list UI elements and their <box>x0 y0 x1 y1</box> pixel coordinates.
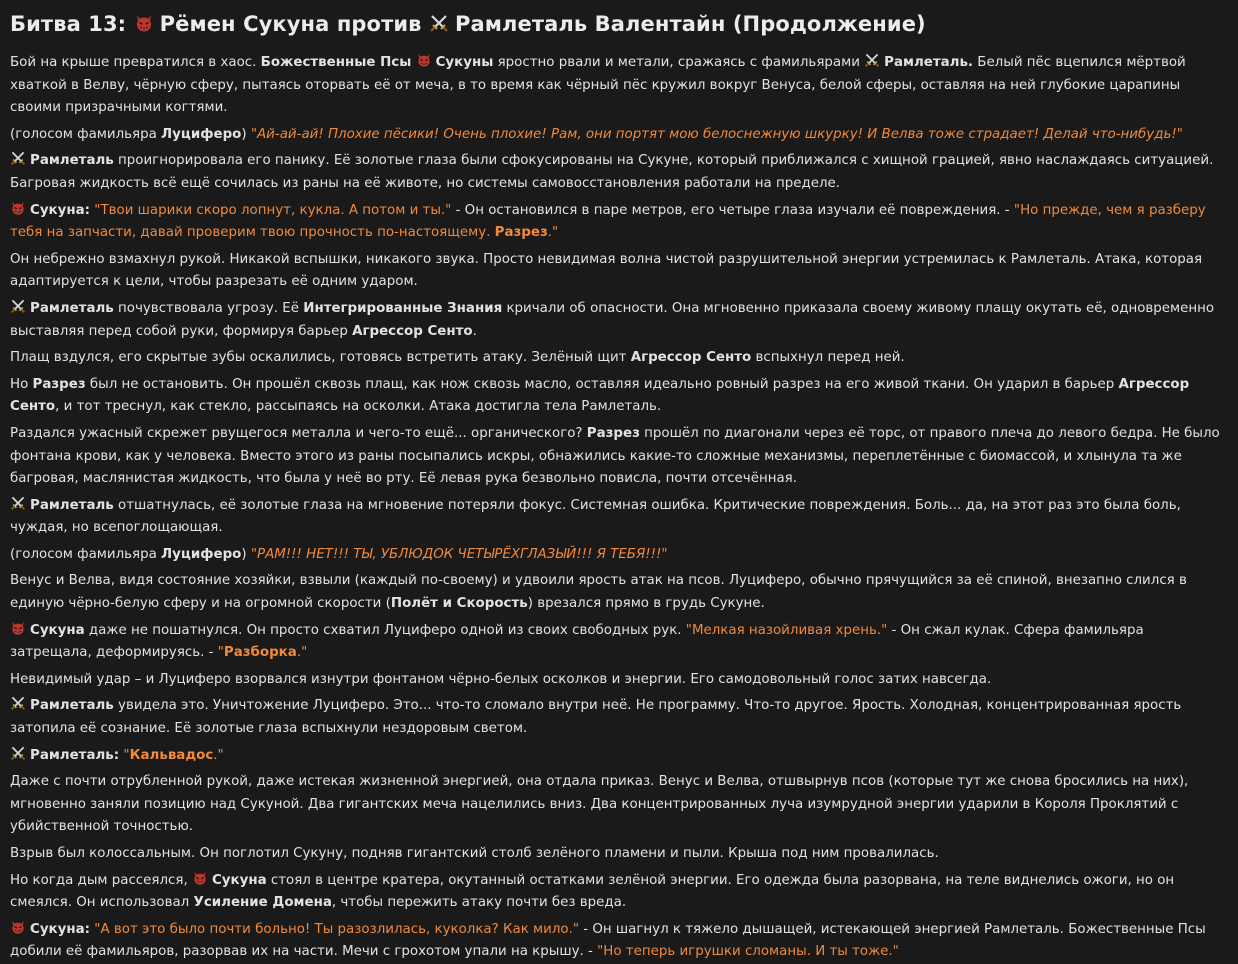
text-run: увидела это. Уничтожение Луциферо. Это... что-то сломало внутри неё. Не программу. Что-то другое. Ярость. Холодная, концентрированная ярость затопила её сознание. Её золотые глаза вспыхнули нездоровым светом. <box>10 698 1182 737</box>
demon-face-icon <box>10 200 26 216</box>
bold-term: Сукуны <box>435 55 494 70</box>
text-run: - Он сжал кулак. Сфера фамильяра затрещала, деформируясь. - <box>10 622 1144 661</box>
bold-term: Сукуна: <box>30 921 91 937</box>
bold-term: Агрессор Сенто <box>352 323 473 339</box>
text-run: (голосом фамильяра <box>10 546 162 562</box>
crossed-swords-icon <box>10 495 26 511</box>
story-paragraph <box>10 570 1228 615</box>
title-versus: против <box>329 12 429 36</box>
bold-term: Разрез <box>32 376 86 392</box>
title-name-ramlethal: Рамлеталь Валентайн (Продолжение) <box>454 12 926 36</box>
text-run: , и тот треснул, как стекло, рассыпаясь на осколки. Атака достигла тела Рамлеталь. <box>55 399 662 415</box>
story-paragraph <box>10 669 1228 692</box>
story-paragraph <box>10 52 1228 120</box>
bold-term: Интегрированные Знания <box>303 300 503 316</box>
demon-face-icon <box>134 13 154 33</box>
text-run: Невидимый удар – и Луциферо взорвался изнутри фонтаном чёрно-белых осколков и энергии. Его самодовольный голос затих навсегда. <box>10 671 992 687</box>
crossed-swords-icon <box>10 745 26 761</box>
story-paragraph <box>10 423 1228 491</box>
title-prefix: Битва 13: <box>10 12 134 36</box>
text-run: был не остановить. Он прошёл сквозь плащ, как нож сквозь масло, оставляя идеально ровный разрез на его живой ткани. Он ударил в барьер <box>85 376 1119 392</box>
story-paragraph <box>10 919 1228 964</box>
bold-term: Рамлеталь <box>30 153 114 169</box>
story-paragraph <box>10 495 1228 540</box>
text-run: Даже с почти отрубленной рукой, даже истекая жизненной энергией, она отдала приказ. Венус и Велва, отшвырнув псов (которые тут же снова бросились на них), мгновенно заняли позицию над Сукуной. Два гигантских меча нацелились вниз. Два концентрированных луча изумрудной энергии ударили в Короля Проклятий с убийственной точностью. <box>10 774 1189 835</box>
crossed-swords-icon <box>10 150 26 166</box>
text-run: Раздался ужасный скрежет рвущегося металла и чего-то ещё... органического? <box>10 425 587 441</box>
story-paragraph <box>10 124 1228 147</box>
bold-term: Луциферо <box>161 546 242 562</box>
text-run: ) врезался прямо в грудь Сукуне. <box>527 596 765 612</box>
text-run: отшатнулась, её золотые глаза на мгновение потеряли фокус. Системная ошибка. Критические повреждения. Боль... да, на этот раз это была боль, чуждая, но всепоглощающая. <box>10 497 1181 536</box>
bold-term: Сукуна <box>211 872 267 888</box>
text-run: кричали об опасности. Она мгновенно приказала своему живому плащу окутать её, одновременно выставляя перед собой руки, формируя барьер <box>10 300 1215 339</box>
bold-term: Сукуна <box>30 622 85 638</box>
familiar-dialogue: "РАМ!!! НЕТ!!! ТЫ, УБЛЮДОК ЧЕТЫРЁХГЛАЗЫЙ!!! Я ТЕБЯ!!!" <box>250 546 668 562</box>
text-run: Но когда дым рассеялся, <box>10 872 192 888</box>
bold-term: Рамлеталь: <box>30 747 120 763</box>
story-paragraph <box>10 374 1228 419</box>
text-run: вспыхнул перед ней. <box>751 350 905 366</box>
story-paragraph <box>10 200 1228 245</box>
dialogue-quote: " <box>123 747 130 763</box>
dialogue-quote: "Но теперь игрушки сломаны. И ты тоже." <box>597 944 899 960</box>
text-run: проигнорировала его панику. Её золотые глаза были сфокусированы на Сукуне, который приближался с хищной грацией, явно наслаждаясь ситуацией. Багровая жидкость всё ещё сочилась из раны на её животе, но системы самовосстановления работали на пределе. <box>10 153 1214 191</box>
title-name-sukuna: Рёмен Сукуна <box>159 12 330 36</box>
text-run: ) <box>241 126 251 142</box>
dialogue-quote: Разборка <box>223 645 297 661</box>
bold-term: Полёт и Скорость <box>390 596 528 612</box>
dialogue-quote: Кальвадос <box>129 747 214 763</box>
text-run: ) <box>241 546 251 562</box>
bold-term: Рамлеталь <box>30 698 114 714</box>
text-run: Плащ вздулся, его скрытые зубы оскалились, готовясь встретить атаку. Зелёный щит <box>10 350 631 366</box>
text-run: - Он шагнул к тяжело дышащей, истекающей энергией Рамлеталь. Божественные Псы добили её фамильяров, разорвав их на части. Мечи с грохотом упали на крышу. - <box>10 921 1206 960</box>
demon-face-icon <box>10 620 26 636</box>
demon-face-icon <box>192 870 208 886</box>
familiar-dialogue: "Ай-ай-ай! Плохие пёсики! Очень плохие! Рам, они портят мою белоснежную шкурку! И Велва тоже страдает! Делай что-нибудь!" <box>250 126 1183 142</box>
story-paragraph <box>10 870 1228 915</box>
dialogue-quote: " <box>217 645 224 661</box>
bold-term: Божественные Псы <box>260 55 412 70</box>
dialogue-quote: "А вот это было почти больно! Ты разозлилась, куколка? Как мило." <box>94 921 580 937</box>
bold-term: Разрез <box>586 425 640 441</box>
story-paragraph <box>10 771 1228 839</box>
story-body <box>10 52 1228 964</box>
dialogue-quote: "Но прежде, чем я разберу тебя на запчасти, давай проверим твою прочность по-настоящему. <box>10 202 1206 241</box>
dialogue-quote: ." <box>296 645 308 661</box>
bold-term: Сукуна: <box>30 202 91 218</box>
text-run: Бой на крыше превратился в хаос. <box>10 55 261 70</box>
page-title <box>10 12 1228 36</box>
crossed-swords-icon <box>429 13 449 33</box>
dialogue-quote: "Мелкая назойливая хрень." <box>685 622 888 638</box>
text-run: почувствовала угрозу. Её <box>113 300 304 316</box>
dialogue-quote: ." <box>213 747 224 763</box>
text-run: даже не пошатнулся. Он просто схватил Луциферо одной из своих свободных рук. <box>84 622 686 638</box>
text-run: яростно рвали и метали, сражаясь с фамильярами <box>493 55 865 70</box>
story-paragraph <box>10 620 1228 665</box>
text-run: , чтобы пережить атаку почти без вреда. <box>331 895 627 911</box>
text-run: Он небрежно взмахнул рукой. Никакой вспышки, никакого звука. Просто невидимая волна чистой разрушительной энергии устремилась к Рамлеталь. Атака, которая адаптируется к цели, чтобы разрезать её одним ударом. <box>10 251 1203 290</box>
story-paragraph <box>10 298 1228 343</box>
bold-term: Агрессор Сенто <box>630 350 752 366</box>
dialogue-quote: ." <box>547 225 559 241</box>
bold-term: Усиление Домена <box>193 895 332 911</box>
text-run: прошёл по диагонали через её торс, от правого плеча до левого бедра. Не было фонтана крови, как у человека. Вместо этого из раны посыпались искры, обнажились какие-то сложные механизмы, переплетённые с биомассой, и хлынула та же багровая, маслянистая жидкость, что была у неё во рту. Её левая рука безвольно повисла, почти отсечённая. <box>10 425 1220 487</box>
text-run: Белый пёс вцепился мёртвой хваткой в Велву, чёрную сферу, пытаясь оторвать её от меча, в то время как чёрный пёс кружил вокруг Венуса, белой сферы, оставляя на ней глубокие царапины своими призрачными когтями. <box>10 55 1186 116</box>
story-paragraph <box>10 347 1228 370</box>
text-run: - Он остановился в паре метров, его четыре глаза изучали её повреждения. - <box>451 202 1014 218</box>
demon-face-icon <box>10 919 26 935</box>
story-paragraph <box>10 745 1228 768</box>
bold-term: Рамлеталь. <box>884 55 973 70</box>
bold-term: Агрессор Сенто <box>10 376 1190 415</box>
demon-face-icon <box>416 52 432 68</box>
story-paragraph <box>10 249 1228 294</box>
bold-term: Рамлеталь <box>30 300 114 316</box>
text-run: Венус и Велва, видя состояние хозяйки, взвыли (каждый по-своему) и удвоили ярость атак на псов. Луциферо, обычно прячущийся за её спиной, внезапно слился в единую чёрно-белую сферу и на огромной скорости ( <box>10 573 1187 612</box>
dialogue-quote: "Твои шарики скоро лопнут, кукла. А потом и ты." <box>94 202 452 218</box>
crossed-swords-icon <box>10 695 26 711</box>
bold-term: Луциферо <box>161 126 242 142</box>
story-paragraph <box>10 695 1228 740</box>
text-run: Но <box>10 376 33 392</box>
story-paragraph <box>10 150 1228 195</box>
text-run: Взрыв был колоссальным. Он поглотил Сукуну, подняв гигантский столб зелёного пламени и пыли. Крыша под ним провалилась. <box>10 846 939 861</box>
crossed-swords-icon <box>864 52 880 68</box>
crossed-swords-icon <box>10 298 26 314</box>
text-run: (голосом фамильяра <box>10 126 162 142</box>
story-paragraph <box>10 544 1228 567</box>
dialogue-quote: Разрез <box>494 225 548 241</box>
bold-term: Рамлеталь <box>30 497 114 513</box>
text-run: стоял в центре кратера, окутанный остатками зелёной энергии. Его одежда была разорвана, на теле виднелись ожоги, но он смеялся. Он использовал <box>10 872 1175 911</box>
story-paragraph <box>10 843 1228 866</box>
text-run: . <box>472 323 477 339</box>
